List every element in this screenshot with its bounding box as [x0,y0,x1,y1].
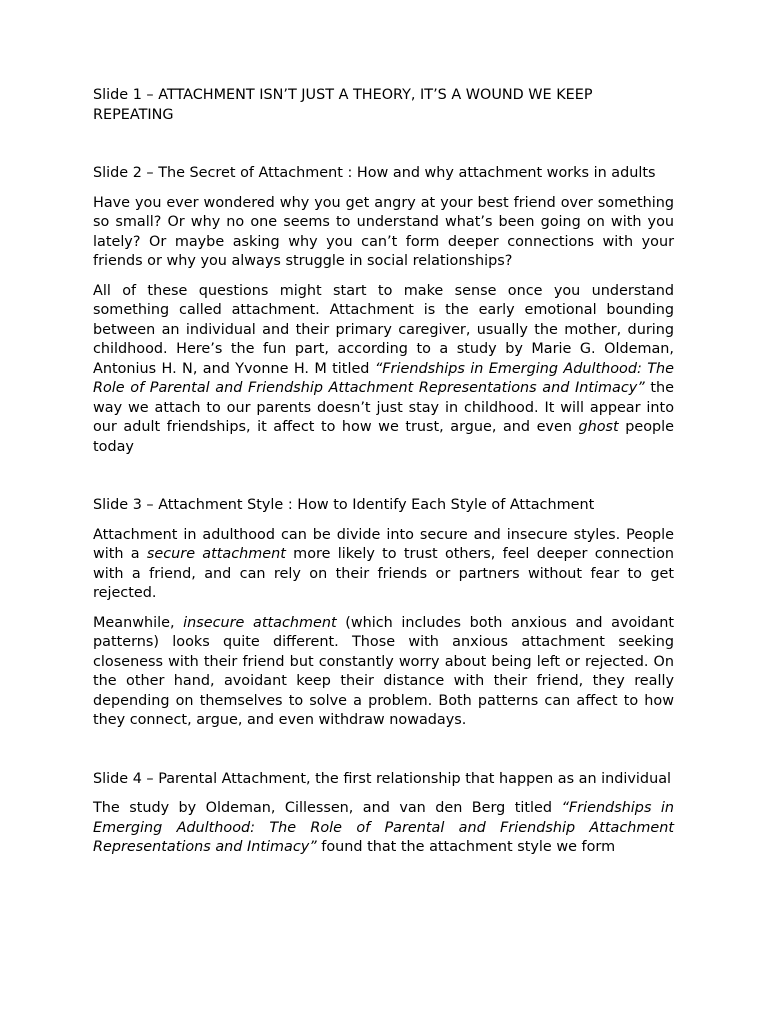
slide-3-p1-text-a: Attachment in adulthood can be divide into secure and insecure styles. People with a [93,526,674,562]
slide-2-section [93,164,674,457]
slide-3-paragraph-2 [93,614,674,731]
slide-2-heading: Slide 2 – The Secret of Attachment : How and why attachment works in adults [93,165,656,181]
slide-4-study-title: “Friendships in Emerging Adulthood: The Role of Parental and Friendship Attachment Representations and Intimacy” [93,800,674,855]
slide-3-p1-text-b: more likely to trust others, feel deeper connection with a friend, and can rely on their friends or partners without fear to get rejected. [93,546,674,601]
slide-2-p2-text-c: people today [93,419,674,455]
slide-2-paragraph-1: Have you ever wondered why you get angry at your best friend over something so small? Or why no one seems to understand what’s been going on with you lately? Or maybe asking why you can’t form deeper connections with your friends or why you always struggle in social relationships? [93,194,674,269]
slide-3-secure-term: secure attachment [146,546,286,562]
slide-3-section [93,496,674,731]
slide-1-heading: Slide 1 – ATTACHMENT ISN’T JUST A THEORY, IT’S A WOUND WE KEEP REPEATING [93,87,593,123]
slide-2-study-title: “Friendships in Emerging Adulthood: The Role of Parental and Friendship Attachment Representations and Intimacy” [93,360,674,396]
slide-2-ghost-word: ghost [578,419,619,435]
slide-4-section [93,770,674,858]
slide-4-p1-text-a: The study by Oldeman, Cillessen, and van den Berg titled [93,800,562,816]
slide-4-paragraph-1 [93,799,674,858]
slide-2-p2-text-a: All of these questions might start to make sense once you understand something called attachment. Attachment is the early emotional bounding between an individual and their primary caregiver, usually the mother, during childhood. Here’s the fun part, according to a study by Marie G. Oldeman, Antonius H. N, and Yvonne H. M titled [93,282,674,377]
slide-2-p2-text-b: the way we attach to our parents doesn’t just stay in childhood. It will appear into our adult friendships, it affect to how we trust, argue, and even [93,380,674,435]
slide-4-heading: Slide 4 – Parental Attachment, the first relationship that happen as an individual [93,770,672,787]
document-page [93,86,674,858]
slide-2-paragraph-2 [93,282,674,458]
slide-3-heading: Slide 3 – Attachment Style : How to Identify Each Style of Attachment [93,497,595,513]
slide-3-insecure-term: insecure attachment [183,614,337,631]
slide-3-p2-text-a: Meanwhile, [93,614,184,631]
slide-3-paragraph-1 [93,526,674,604]
slide-3-p2-text-b: (which includes both anxious and avoidant patterns) looks quite different. Those with anxious attachment seeking closeness with their friend but constantly worry about being left or rejected. On the other hand, avoidant keep their distance with their friend, they really depending on themselves to solve a problem. Both patterns can affect to how they connect, argue, and even withdraw nowadays. [93,614,674,728]
slide-4-p1-text-b: found that the attachment style we form [316,839,616,855]
